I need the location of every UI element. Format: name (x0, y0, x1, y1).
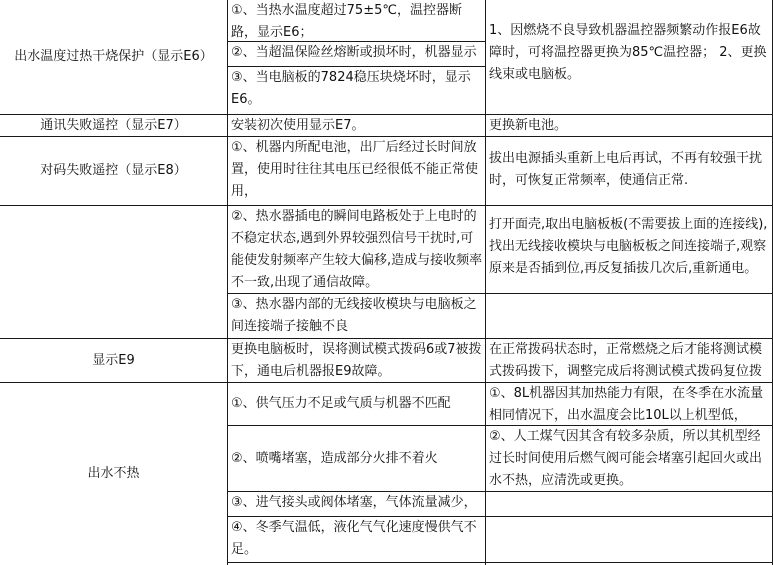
label-e6: 出水温度过热干烧保护（显示E6） (14, 49, 213, 64)
cause-e8-2: ②、热水器插电的瞬间电路板处于上电时的不稳定状态,遇到外界较强烈信号干扰时,可能使发射频率产生较大偏移,造成与接收频率不一致,出现了通信故障。 (231, 209, 483, 290)
solution-nohot-1: ①、8L机器因其加热能力有限，在冬季在水流量相同情况下，出水温度会比10L以上机型低， (489, 386, 764, 423)
cause-nohot-3: ③、进气接头或阀体堵塞，气体流量减少， (231, 495, 477, 510)
cause-e6-2: ②、当超温保险丝熔断或损坏时，机器显示 (231, 45, 477, 60)
cause-e8-1: ①、机器内所配电池，出厂后经过长时间放置，使用时往往其电压已经很低不能正常使用， (231, 140, 479, 199)
solution-e6: 1、因燃烧不良导致机器温控器频繁动作报E6故障时，可将温控器更换为85℃温控器； 2、更换线束或电脑板。 (489, 23, 767, 82)
label-e9: 显示E9 (92, 352, 135, 368)
cause-e6-3: ③、当电脑板的7824稳压块烧坏时，显示E6。 (231, 70, 471, 107)
solution-e8-2: 打开面壳,取出电脑板板(不需要拔上面的连接线),找出无线接收模块与电脑板板之间连接端子,观察原来是否插到位,再反复插拔几次后,重新通电。 (489, 217, 768, 276)
cause-e8-3: ③、热水器内部的无线接收模块与电脑板之间连接端子接触不良 (231, 297, 477, 334)
label-e7: 通讯失败遥控（显示E7） (40, 117, 187, 133)
label-no-hot-water: 出水不热 (87, 466, 140, 481)
cause-nohot-1: ①、供气压力不足或气质与机器不匹配 (231, 396, 451, 411)
label-e8: 对码失败遥控（显示E8） (40, 163, 187, 178)
solution-nohot-2: ②、人工煤气因其含有较多杂质，所以其机型经过长时间使用后燃气阀可能会堵塞引起回火或出水不热，应清洗或更换。 (489, 429, 763, 488)
cause-e9: 更换电脑板时，误将测试模式拨码6或7被拨下，通电后机器报E9故障。 (231, 342, 482, 379)
cause-nohot-4: ④、冬季气温低，液化气气化速度慢供气不足。 (231, 520, 477, 557)
solution-e8-1: 拔出电源插头重新上电后再试，不再有较强干扰时，可恢复正常频率，使通信正常. (489, 151, 763, 188)
row-line (227, 562, 773, 563)
solution-e9: 在正常拨码状态时，正常燃烧之后才能将测试模式拨码拨下，调整完成后将测试模式拨码复位拨 (489, 342, 763, 379)
cause-e7: 安装初次使用显示E7。 (231, 118, 365, 133)
cause-e6-1: ①、当热水温度超过75±5℃，温控器断路，显示E6； (231, 3, 462, 40)
cause-nohot-2: ②、喷嘴堵塞，造成部分火排不着火 (231, 451, 438, 466)
solution-e7: 更换新电池。 (489, 118, 568, 133)
